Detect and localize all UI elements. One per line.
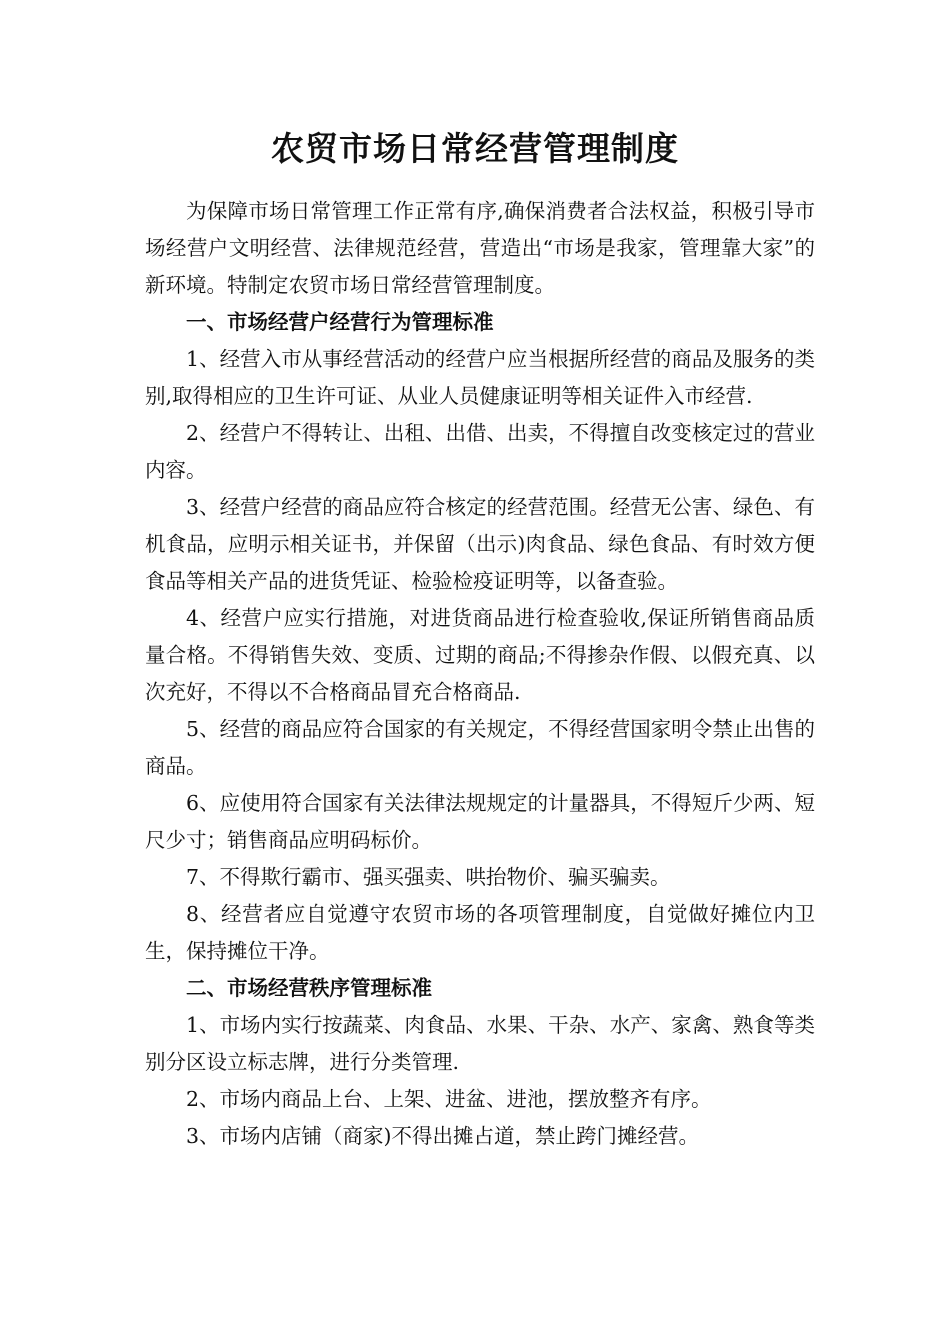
section-item: 8、经营者应自觉遵守农贸市场的各项管理制度，自觉做好摊位内卫生，保持摊位干净。 — [145, 902, 815, 963]
section-item: 3、市场内店铺（商家)不得出摊占道，禁止跨门摊经营。 — [186, 1124, 700, 1148]
section-item: 6、应使用符合国家有关法律法规规定的计量器具，不得短斤少两、短尺少寸；销售商品应明码标价。 — [145, 791, 815, 852]
section-item: 2、经营户不得转让、出租、出借、出卖，不得擅自改变核定过的营业内容。 — [145, 421, 815, 482]
section-heading: 一、市场经营户经营行为管理标准 — [186, 310, 494, 334]
section-item: 5、经营的商品应符合国家的有关规定，不得经营国家明令禁止出售的商品。 — [145, 717, 815, 778]
intro-paragraph: 为保障市场日常管理工作正常有序,确保消费者合法权益，积极引导市场经营户文明经营、法律规范经营，营造出“市场是我家，管理靠大家”的新环境。特制定农贸市场日常经营管理制度。 — [145, 199, 815, 297]
section-heading: 二、市场经营秩序管理标准 — [186, 976, 432, 1000]
document-title: 农贸市场日常经营管理制度 — [271, 129, 679, 168]
section-item: 3、经营户经营的商品应符合核定的经营范围。经营无公害、绿色、有机食品，应明示相关证书，并保留（出示)肉食品、绿色食品、有时效方便食品等相关产品的进货凭证、检验检疫证明等，以备查验。 — [145, 495, 815, 593]
document-body — [145, 193, 815, 1155]
section-item: 2、市场内商品上台、上架、进盆、进池，摆放整齐有序。 — [186, 1087, 712, 1111]
section-item: 1、市场内实行按蔬菜、肉食品、水果、干杂、水产、家禽、熟食等类别分区设立标志牌，进行分类管理. — [145, 1013, 815, 1074]
section-item: 1、经营入市从事经营活动的经营户应当根据所经营的商品及服务的类别,取得相应的卫生许可证、从业人员健康证明等相关证件入市经营. — [145, 347, 815, 408]
section-item: 7、不得欺行霸市、强买强卖、哄抬物价、骗买骗卖。 — [186, 865, 671, 889]
section-item: 4、经营户应实行措施，对进货商品进行检查验收,保证所销售商品质量合格。不得销售失效、变质、过期的商品;不得掺杂作假、以假充真、以次充好，不得以不合格商品冒充合格商品. — [145, 606, 815, 704]
